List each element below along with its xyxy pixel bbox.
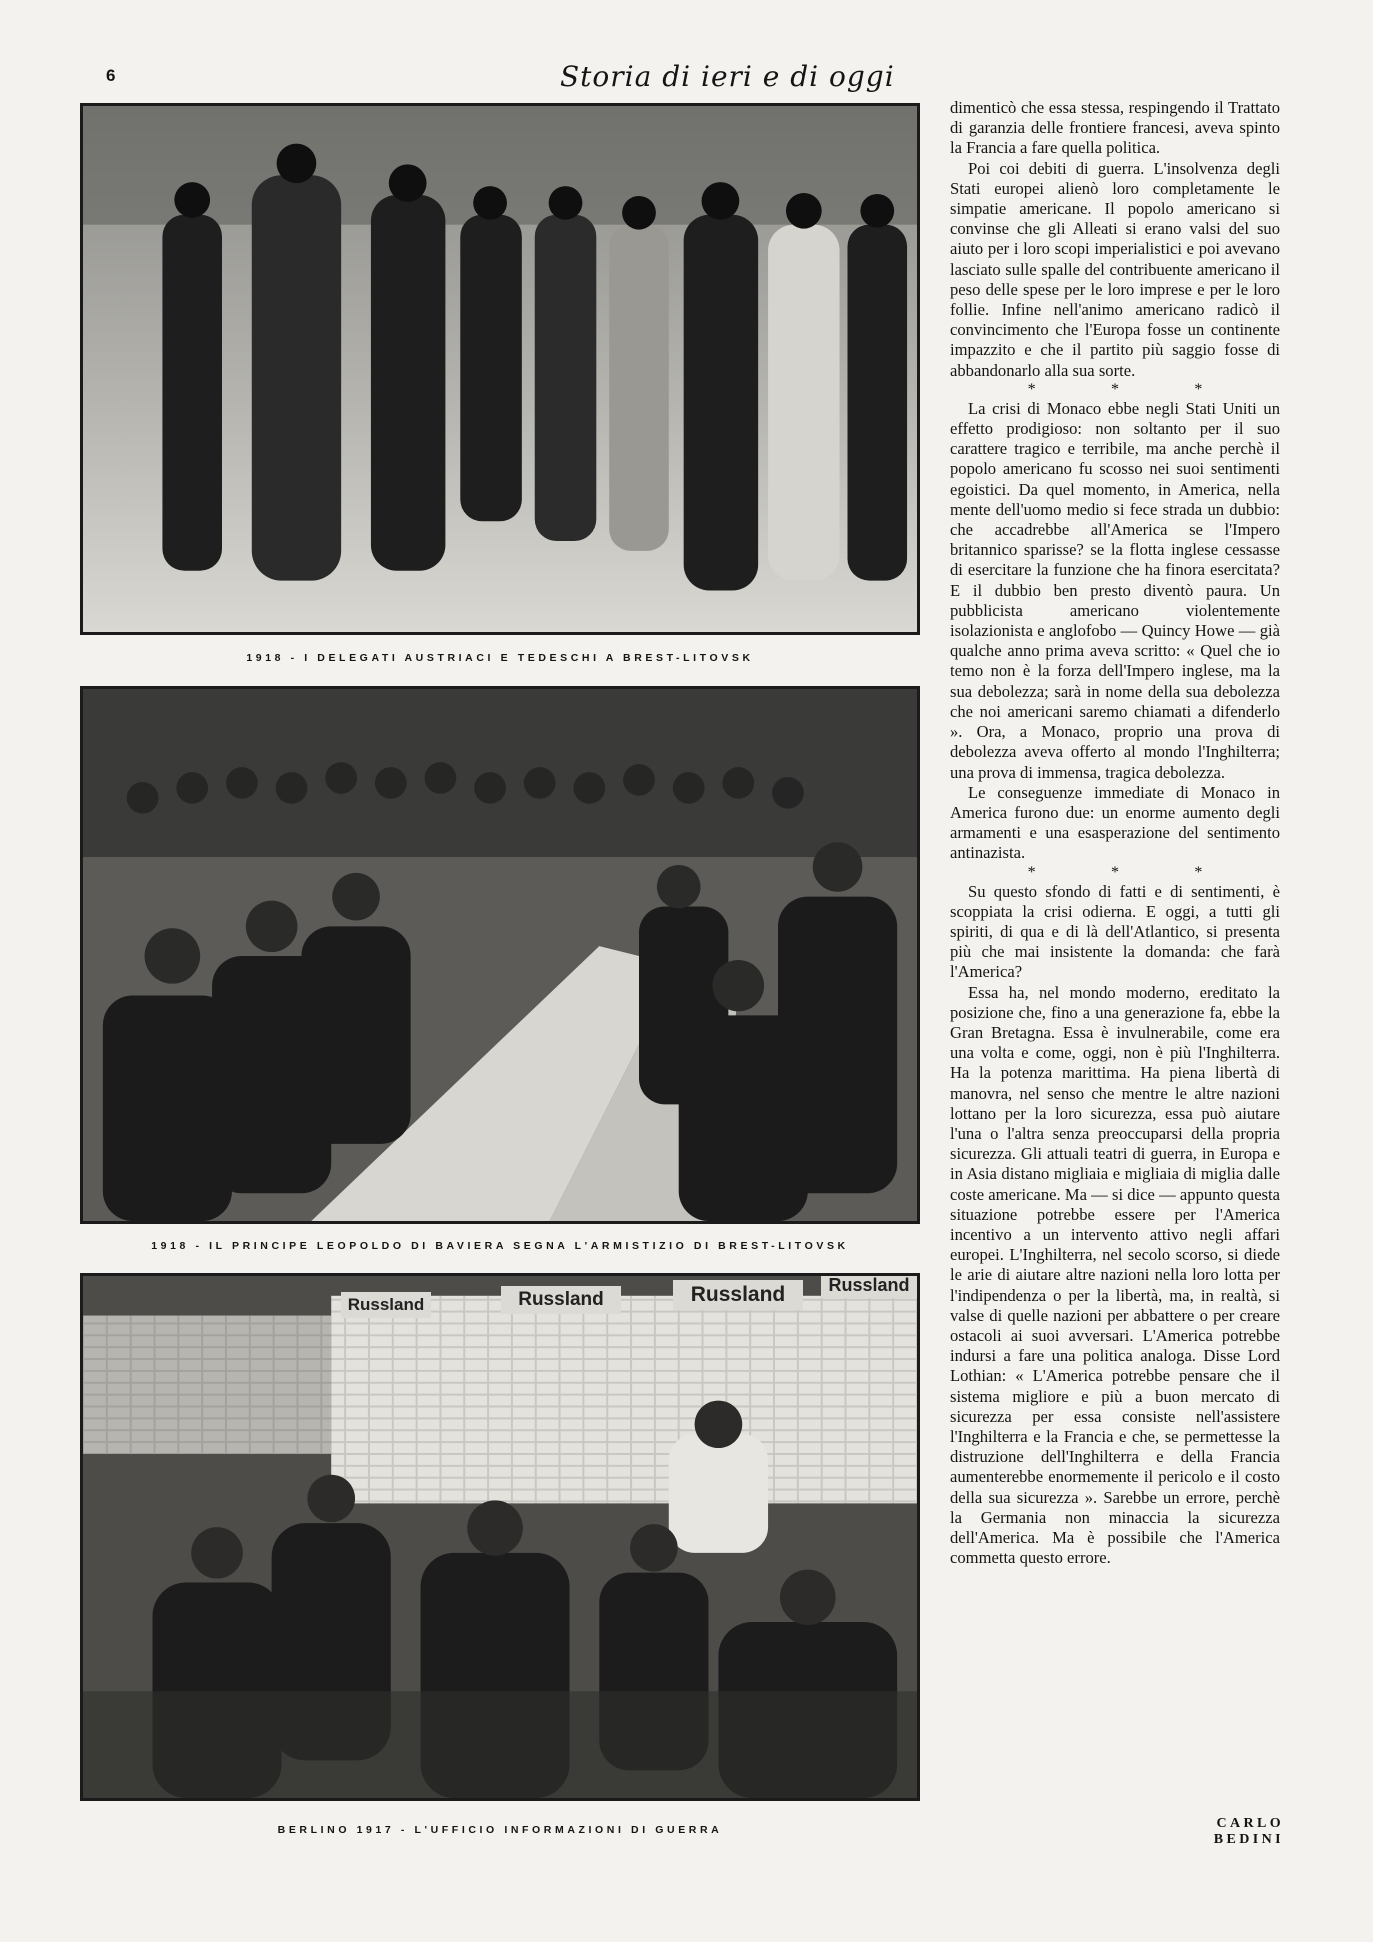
photo-war-office-image: [83, 1276, 917, 1798]
photo-delegates: [80, 103, 920, 635]
masthead: Storia di ieri e di oggi: [560, 60, 895, 93]
article-paragraph: dimenticò che essa stessa, respingendo il Trattato di garanzia delle frontiere francesi, aveva spinto la Francia a fare quella politica.: [950, 98, 1280, 158]
caption-armistice: 1918 - IL PRINCIPE LEOPOLDO DI BAVIERA SEGNA L'ARMISTIZIO DI BREST-LITOVSK: [151, 1240, 849, 1252]
article-paragraph: La crisi di Monaco ebbe negli Stati Uniti un effetto prodigioso: non soltanto per il suo carattere tragico e terribile, ma anche perchè il popolo americano fu scosso nei suoi sentimenti egoistici. Da quel momento, in America, nella mente dell'uomo medio si fece strada un dubbio: che accadrebbe all'America se l'Impero britannico sparisse? se la flotta inglese cessasse di esercitare la funzione che ha finora esercitata? E il dubbio ben presto diventò paura. Un pubblicista americano violentemente isolazionista e anglofobo — Quincy Howe — già qualche anno prima aveva scritto: « Quel che io temo non è la forza dell'Impero inglese, ma la sua debolezza; sarà in nome della sua debolezza che noi americani saremo chiamati a difenderlo ». Ora, a Monaco, proprio una prova di debolezza aveva offerto al mondo l'Inghilterra; una prova di immensa, tragica debolezza.: [950, 398, 1280, 782]
photo-war-office: [80, 1273, 920, 1801]
sign-russland-4: Russland: [821, 1276, 917, 1298]
article-paragraph: Essa ha, nel mondo moderno, ereditato la posizione che, fino a una generazione fa, ebbe la Gran Bretagna. Essa è invulnerabile, come era una volta e come, oggi, non è più l'Inghilterra. Ha la potenza marittima. Ha piena libertà di manovra, nel senso che mentre le altre nazioni lottano per la loro sicurezza, essa può aiutare l'una o l'altra senza preoccuparsi della propria sicurezza. Gli attuali teatri di guerra, in Europa e in Asia distano migliaia e migliaia di miglia dalle coste americane. Ma — si dice — appunto questa situazione potrebbe essere per l'America incentivo a un intervento attivo negli affari europei. L'Inghilterra, nel secolo scorso, si diede le arie di aiutare altre nazioni nella loro lotta per l'indipendenza o per la libertà, ma, in realtà, si valse di quelle nazioni per abbattere o per creare ostacoli ai suoi avversari. L'America potrebbe indursi a fare una politica analoga. Disse Lord Lothian: « L'America potrebbe pensare che il sistema migliore e più a buon mercato di sicurezza per essa consiste nell'assistere l'Inghilterra e la Francia e che, se permettesse la distruzione dell'Inghilterra e della Francia aumenterebbe enormemente il pericolo e il costo della sua sicurezza ». Sarebbe un errore, perchè la Germania non minaccia la sicurezza dell'America. Ma è possibile che l'America commetta questo errore.: [950, 982, 1280, 1568]
article-paragraph: Le conseguenze immediate di Monaco in America furono due: un enorme aumento degli armamenti e una esasperazione del sentimento antinazista.: [950, 782, 1280, 863]
caption-delegates: 1918 - I DELEGATI AUSTRIACI E TEDESCHI A BREST-LITOVSK: [246, 652, 754, 664]
sign-russland-3: Russland: [673, 1280, 803, 1310]
photo-armistice: [80, 686, 920, 1224]
author-byline: CARLO BEDINI: [1213, 1816, 1284, 1847]
section-separator: * * *: [1027, 863, 1203, 881]
article-paragraph: Poi coi debiti di guerra. L'insolvenza degli Stati europei alienò loro completamente le simpatie americane. Il popolo americano si convinse che gli Alleati si erano valsi del suo aiuto per i loro scopi imperialistici e poi avevano lasciato sulle spalle del contribuente americano il peso delle spese per le loro imprese e per le loro follie. Infine nell'animo americano radicò il convincimento che l'Europa fosse un continente impazzito e che il partito più saggio fosse di abbandonarlo alla sua sorte.: [950, 158, 1280, 380]
article-paragraph: Su questo sfondo di fatti e di sentimenti, è scoppiata la crisi odierna. E oggi, a tutti gli spiriti, di qua e di là dell'Atlantico, si presenta più che mai insistente la domanda: che farà l'America?: [950, 881, 1280, 982]
photo-armistice-image: [83, 689, 917, 1221]
section-separator: * * *: [1027, 380, 1203, 398]
article-column: [950, 98, 1280, 1568]
photo-delegates-image: [83, 106, 917, 632]
caption-war-office: BERLINO 1917 - L'UFFICIO INFORMAZIONI DI GUERRA: [277, 1824, 723, 1836]
sign-russland-2: Russland: [501, 1286, 621, 1314]
page-number: 6: [106, 66, 116, 85]
sign-russland-1: Russland: [341, 1292, 431, 1318]
